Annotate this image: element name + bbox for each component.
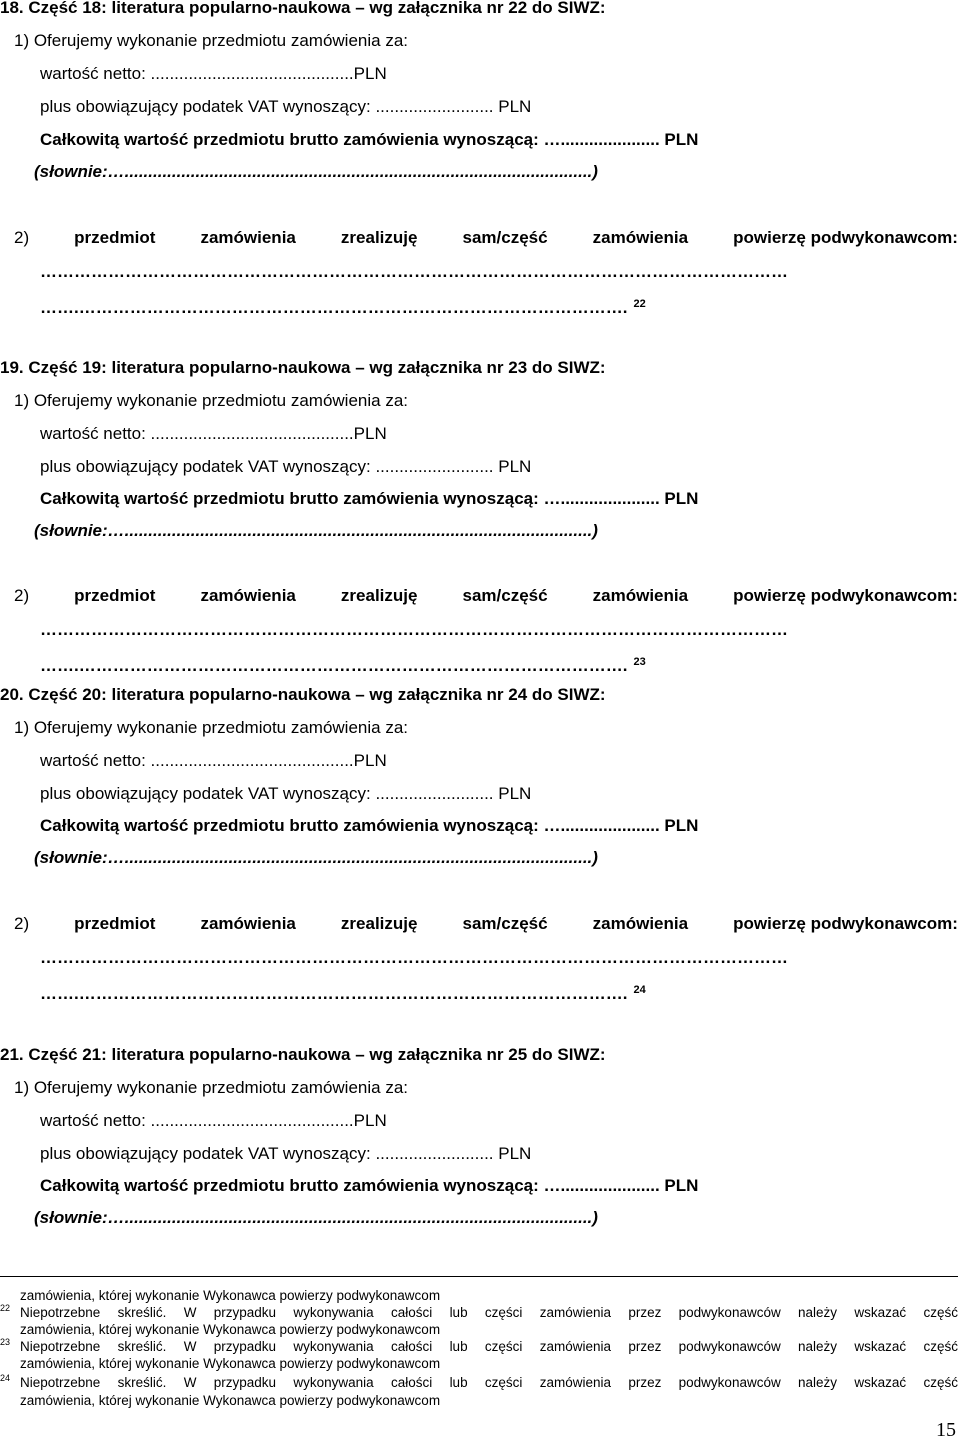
subcontract-word: przedmiot <box>74 586 156 605</box>
footnote-word: część <box>923 1339 958 1354</box>
footnote-word: wskazać <box>854 1375 907 1390</box>
subcontract-line <box>14 914 958 934</box>
footnote-reference[interactable]: 23 <box>633 656 646 668</box>
footnote-word: Niepotrzebne <box>20 1305 101 1320</box>
subcontract-word: zrealizuję <box>340 914 418 933</box>
footnote-word: przez <box>628 1375 662 1390</box>
subcontract-word: 2) <box>14 914 30 933</box>
footnote-word: skreślić. <box>117 1339 167 1354</box>
section-heading: 18. Część 18: literatura popularno-naukowa – wg załącznika nr 22 do SIWZ: <box>0 0 606 17</box>
vat-line: plus obowiązujący podatek VAT wynoszący: ......................... PLN <box>40 784 532 803</box>
footnote-word: zamówienia <box>539 1339 612 1354</box>
footnote-tail: zamówienia, której wykonanie Wykonawca powierzy podwykonawcom <box>20 1356 441 1371</box>
subcontract-word: powierzę podwykonawcom: <box>733 586 958 605</box>
footnote-text <box>20 1339 958 1355</box>
dotted-fill: …….……………………………………………………………………………………. <box>40 984 628 1003</box>
footnote-word: wykonywania <box>293 1305 374 1320</box>
subcontract-word: zamówienia <box>592 586 689 605</box>
subcontract-word: 2) <box>14 586 30 605</box>
in-words-line: (słownie:…...................................................................................................) <box>34 521 598 540</box>
offer-intro: 1) Oferujemy wykonanie przedmiotu zamówienia za: <box>14 31 409 50</box>
dotted-fill-line-end <box>40 980 646 1004</box>
footnote-number: 23 <box>0 1337 11 1347</box>
subcontract-word: zamówienia <box>592 228 689 247</box>
subcontract-line <box>14 228 958 248</box>
footnote-word: części <box>484 1305 523 1320</box>
gross-value-line: Całkowitą wartość przedmiotu brutto zamówienia wynoszącą: …..................... PLN <box>40 489 699 508</box>
footnote-word: wskazać <box>854 1305 907 1320</box>
footnote-word: przez <box>628 1305 662 1320</box>
in-words-line: (słownie:…...................................................................................................) <box>34 848 598 867</box>
subcontract-word: powierzę podwykonawcom: <box>733 228 958 247</box>
subcontract-word: sam/część <box>462 586 548 605</box>
footnote-reference[interactable]: 24 <box>633 984 646 996</box>
subcontract-word: zamówienia <box>200 914 296 933</box>
footnote-word: lub <box>449 1339 468 1354</box>
footnote-number: 22 <box>0 1303 11 1313</box>
net-value-line: wartość netto: ...........................................PLN <box>40 751 387 770</box>
section-heading: 19. Część 19: literatura popularno-naukowa – wg załącznika nr 23 do SIWZ: <box>0 358 606 377</box>
footnote-word: podwykonawców <box>678 1339 781 1354</box>
vat-line: plus obowiązujący podatek VAT wynoszący: ......................... PLN <box>40 1144 532 1163</box>
subcontract-word: przedmiot <box>74 914 156 933</box>
subcontract-word: zamówienia <box>200 228 296 247</box>
footnote-word: przypadku <box>213 1375 277 1390</box>
in-words-line: (słownie:…...................................................................................................) <box>34 162 598 181</box>
footnote-word: Niepotrzebne <box>20 1339 101 1354</box>
footnote-word: należy <box>798 1339 838 1354</box>
gross-value-line: Całkowitą wartość przedmiotu brutto zamówienia wynoszącą: …..................... PLN <box>40 130 699 149</box>
vat-line: plus obowiązujący podatek VAT wynoszący: ......................... PLN <box>40 97 532 116</box>
subcontract-word: zrealizuję <box>340 586 418 605</box>
section-heading: 20. Część 20: literatura popularno-naukowa – wg załącznika nr 24 do SIWZ: <box>0 685 606 704</box>
dotted-fill-line: …………………………………………………………………………………………………………………… <box>40 620 788 639</box>
footnote-word: przypadku <box>213 1339 277 1354</box>
subcontract-word: zrealizuję <box>340 228 418 247</box>
footnote-word: przez <box>628 1339 662 1354</box>
footnote-text <box>20 1305 958 1321</box>
gross-value-line: Całkowitą wartość przedmiotu brutto zamówienia wynoszącą: …..................... PLN <box>40 816 699 835</box>
footnote-word: lub <box>449 1375 468 1390</box>
footnote-word: podwykonawców <box>678 1305 781 1320</box>
footnote-word: skreślić. <box>117 1375 167 1390</box>
footnote-word: skreślić. <box>117 1305 167 1320</box>
footnote-word: wykonywania <box>293 1339 374 1354</box>
in-words-line: (słownie:…...................................................................................................) <box>34 1208 598 1227</box>
vat-line: plus obowiązujący podatek VAT wynoszący: ......................... PLN <box>40 457 532 476</box>
dotted-fill-line: …………………………………………………………………………………………………………………… <box>40 262 788 281</box>
net-value-line: wartość netto: ...........................................PLN <box>40 424 387 443</box>
subcontract-line <box>14 586 958 606</box>
subcontract-word: przedmiot <box>74 228 156 247</box>
subcontract-word: zamówienia <box>592 914 689 933</box>
footnote-word: przypadku <box>213 1305 277 1320</box>
footnote-word: całości <box>390 1339 433 1354</box>
gross-value-line: Całkowitą wartość przedmiotu brutto zamówienia wynoszącą: …..................... PLN <box>40 1176 699 1195</box>
subcontract-word: powierzę podwykonawcom: <box>733 914 958 933</box>
footnote-number: 24 <box>0 1373 11 1383</box>
footnote-word: należy <box>798 1375 838 1390</box>
footnote-reference[interactable]: 22 <box>633 298 646 310</box>
footnote-word: całości <box>390 1305 433 1320</box>
footnote-word: Niepotrzebne <box>20 1375 101 1390</box>
footnote-word: część <box>923 1375 958 1390</box>
offer-intro: 1) Oferujemy wykonanie przedmiotu zamówienia za: <box>14 718 409 737</box>
section-heading: 21. Część 21: literatura popularno-naukowa – wg załącznika nr 25 do SIWZ: <box>0 1045 606 1064</box>
footnote-tail: zamówienia, której wykonanie Wykonawca powierzy podwykonawcom <box>20 1322 441 1337</box>
dotted-fill-line-end <box>40 652 646 676</box>
footnote-word: lub <box>449 1305 468 1320</box>
footnote-word: części <box>484 1339 523 1354</box>
footnote-continuation-text: zamówienia, której wykonanie Wykonawca powierzy podwykonawcom <box>20 1288 441 1303</box>
dotted-fill-line-end <box>40 294 646 318</box>
footnote-word: wskazać <box>854 1339 907 1354</box>
footnote-word: W <box>183 1375 197 1390</box>
page-number: 15 <box>936 1419 956 1441</box>
footnote-word: W <box>183 1305 197 1320</box>
footnote-word: części <box>484 1375 523 1390</box>
footnote-word: W <box>183 1339 197 1354</box>
footnote-word: podwykonawców <box>678 1375 781 1390</box>
subcontract-word: zamówienia <box>200 586 296 605</box>
net-value-line: wartość netto: ...........................................PLN <box>40 64 387 83</box>
subcontract-word: sam/część <box>462 914 548 933</box>
footnote-word: wykonywania <box>293 1375 374 1390</box>
footnote-word: zamówienia <box>539 1375 612 1390</box>
dotted-fill: …….……………………………………………………………………………………. <box>40 656 628 675</box>
footnote-separator <box>0 1276 958 1277</box>
footnote-text <box>20 1375 958 1391</box>
footnote-word: należy <box>798 1305 838 1320</box>
dotted-fill: …….……………………………………………………………………………………. <box>40 298 628 317</box>
subcontract-word: 2) <box>14 228 30 247</box>
footnote-word: część <box>923 1305 958 1320</box>
footnote-word: całości <box>390 1375 433 1390</box>
dotted-fill-line: …………………………………………………………………………………………………………………… <box>40 948 788 967</box>
footnote-tail: zamówienia, której wykonanie Wykonawca powierzy podwykonawcom <box>20 1393 441 1408</box>
offer-intro: 1) Oferujemy wykonanie przedmiotu zamówienia za: <box>14 1078 409 1097</box>
net-value-line: wartość netto: ...........................................PLN <box>40 1111 387 1130</box>
subcontract-word: sam/część <box>462 228 548 247</box>
offer-intro: 1) Oferujemy wykonanie przedmiotu zamówienia za: <box>14 391 409 410</box>
footnote-word: zamówienia <box>539 1305 612 1320</box>
